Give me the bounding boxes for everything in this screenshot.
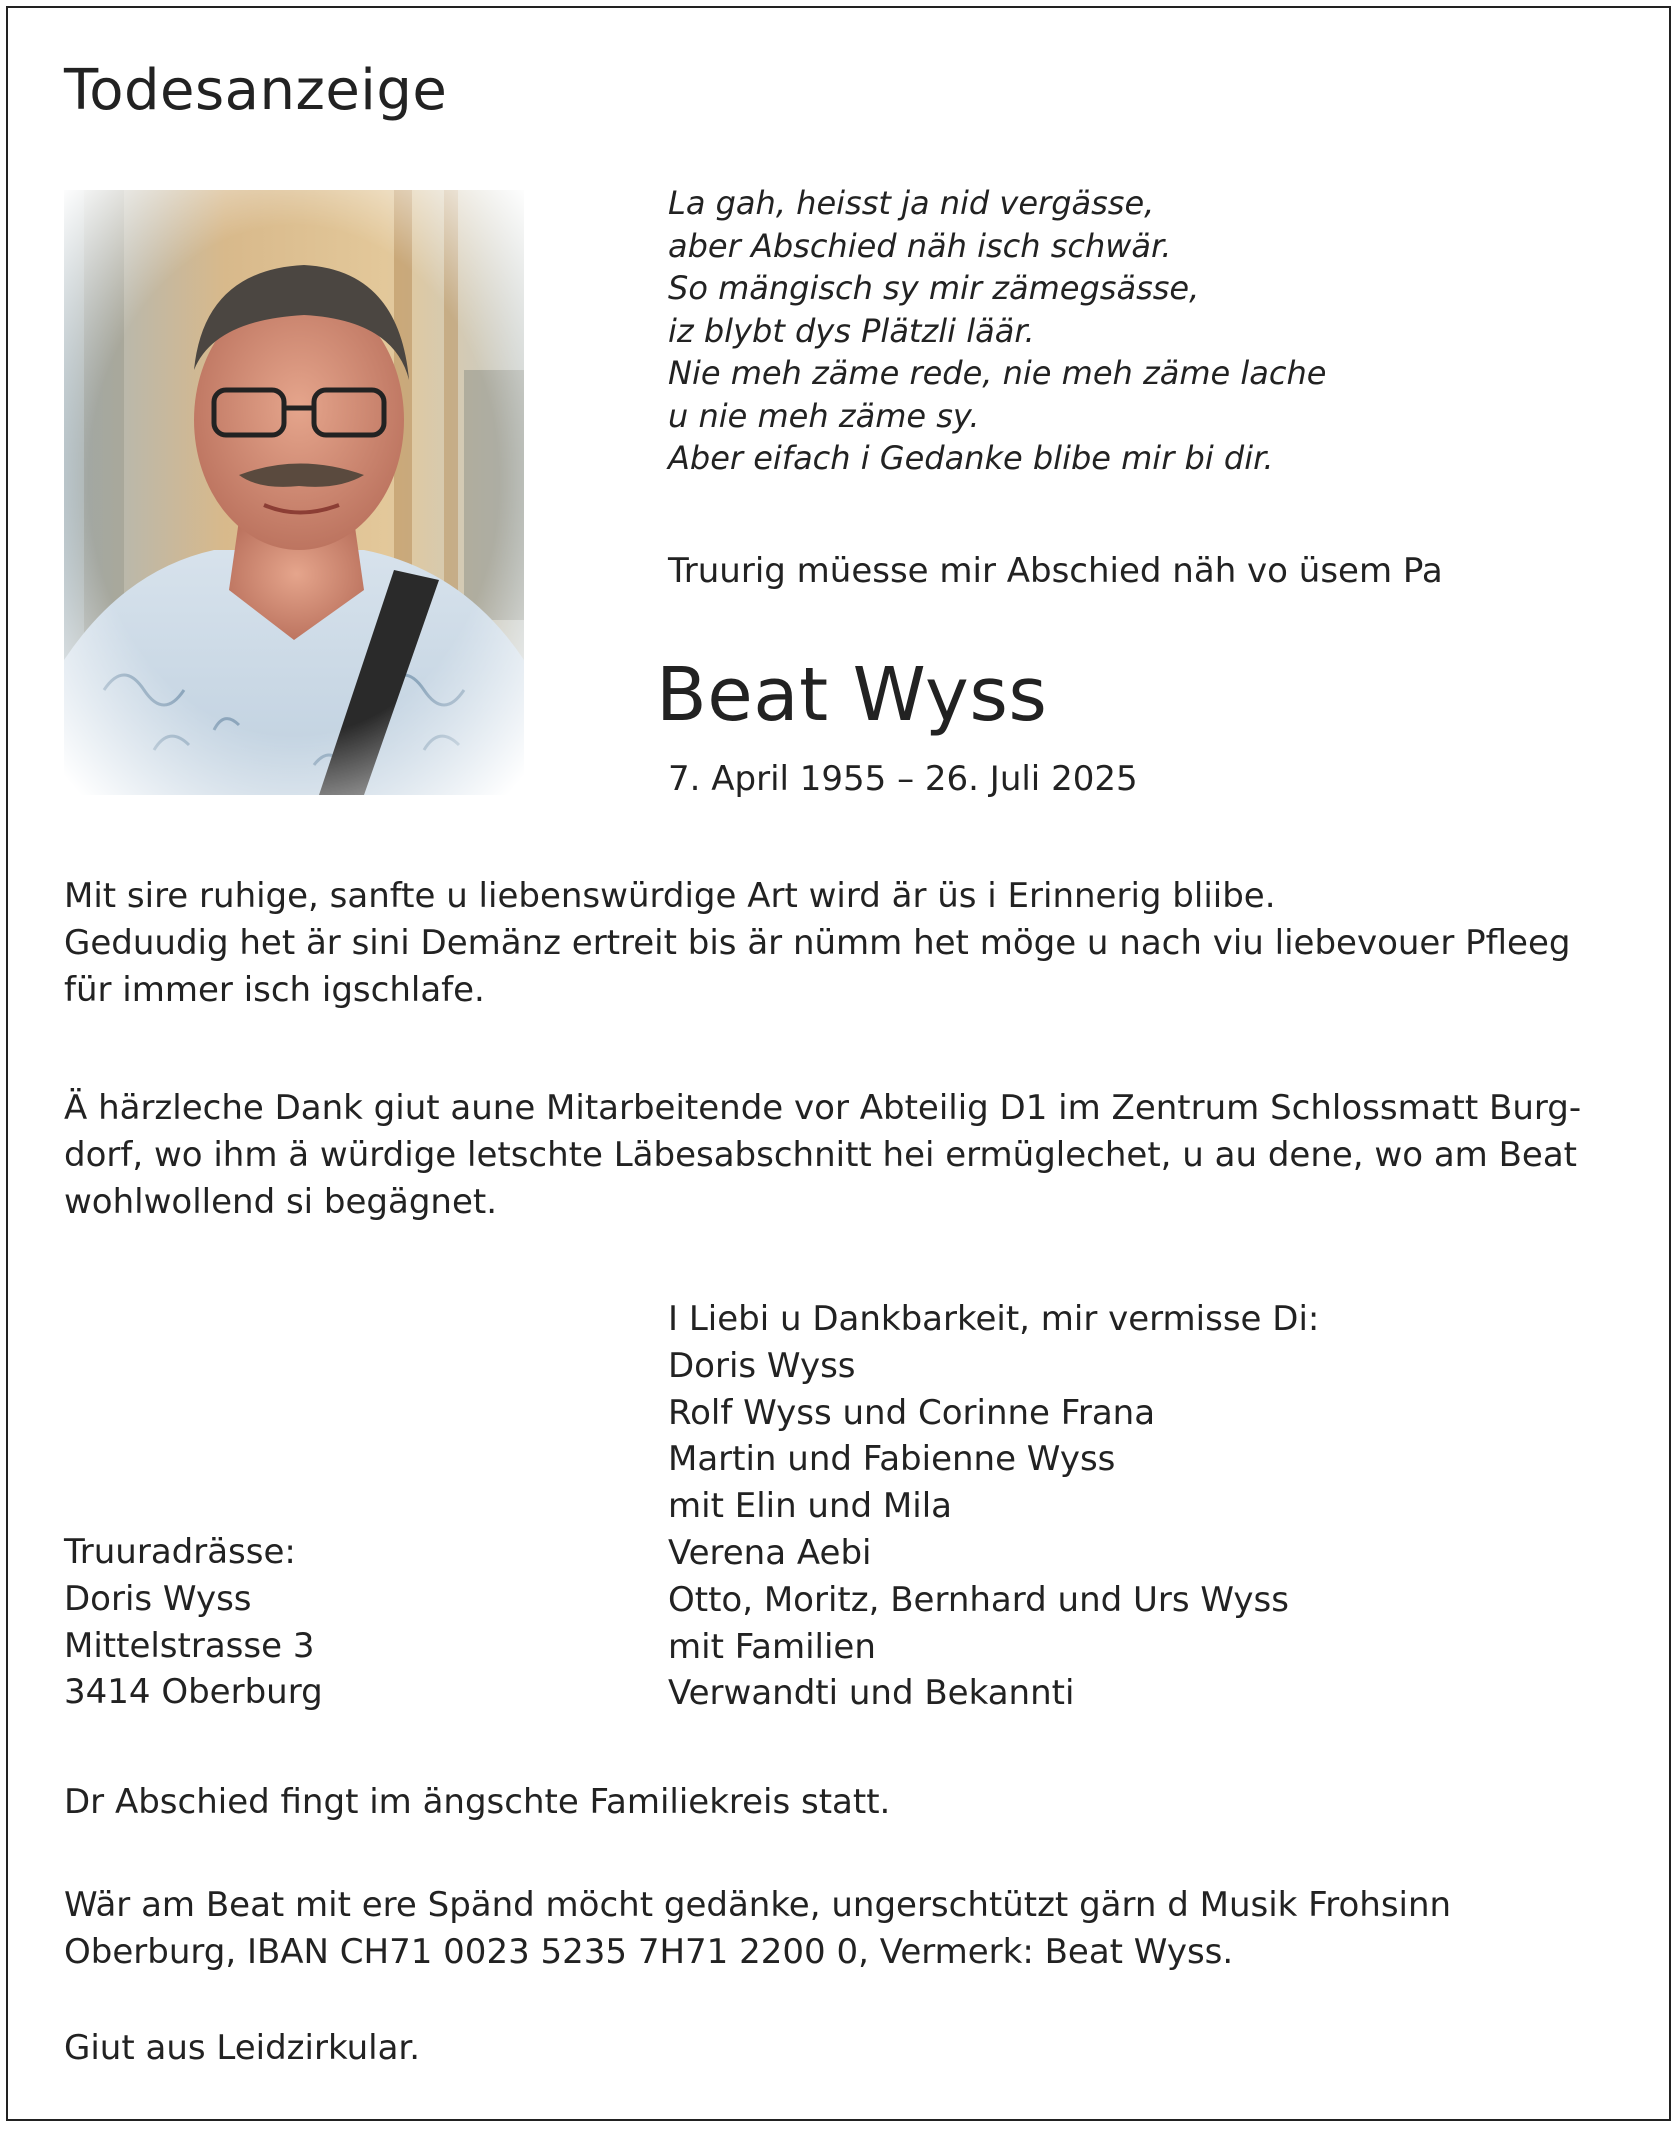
deceased-name: Beat Wyss [656, 652, 1048, 738]
mourner-entry: Rolf Wyss und Corinne Frana [668, 1392, 1156, 1433]
mourners-list [668, 1296, 1319, 1717]
mourner-entry: Verena Aebi [668, 1532, 872, 1573]
portrait-image [64, 190, 524, 795]
mourner-entry: Otto, Moritz, Bernhard und Urs Wyss [668, 1579, 1289, 1620]
poem-line: aber Abschied näh isch schwär. [668, 226, 1172, 265]
address-street: Mittelstrasse 3 [64, 1625, 315, 1666]
mourner-entry: mit Elin und Mila [668, 1486, 952, 1527]
farewell-line: Dr Abschied fingt im ängschte Familiekreis statt. [64, 1782, 891, 1822]
address-name: Doris Wyss [64, 1578, 252, 1619]
tribute-line: für immer isch igschlafe. [64, 970, 485, 1010]
donation-note [64, 1882, 1451, 1976]
thanks-line: wohlwollend si begägnet. [64, 1182, 498, 1222]
thanks-line: dorf, wo ihm ä würdige letschte Läbesabschnitt hei ermüglechet, u au dene, wo am Beat [64, 1135, 1577, 1175]
thanks-paragraph [64, 1085, 1581, 1226]
circular-note [64, 2025, 420, 2072]
donation-line: Oberburg, IBAN CH71 0023 5235 7H71 2200 0, Vermerk: Beat Wyss. [64, 1932, 1234, 1972]
mourner-entry: mit Familien [668, 1626, 876, 1667]
mourner-entry: Doris Wyss [668, 1345, 856, 1386]
life-dates: 7. April 1955 – 26. Juli 2025 [668, 759, 1138, 799]
mourning-intro: Truurig müesse mir Abschied näh vo üsem Pa [668, 551, 1443, 591]
tribute-line: Geduudig het är sini Demänz ertreit bis är nümm het möge u nach viu liebevouer Pfleeg [64, 923, 1571, 963]
poem [668, 182, 1326, 480]
portrait-photo [64, 190, 524, 795]
address-label: Truuradrässe: [64, 1532, 296, 1572]
farewell-note [64, 1779, 890, 1826]
tribute-line: Mit sire ruhige, sanfte u liebenswürdige Art wird är üs i Erinnerig bliibe. [64, 876, 1276, 916]
mourning-address [64, 1529, 323, 1716]
poem-line: Aber eifach i Gedanke blibe mir bi dir. [668, 439, 1274, 477]
tribute-paragraph [64, 873, 1570, 1014]
notice-title: Todesanzeige [64, 58, 448, 123]
mourners-heading: I Liebi u Dankbarkeit, mir vermisse Di: [668, 1299, 1320, 1339]
thanks-line: Ä härzleche Dank giut aune Mitarbeitende vor Abteilig D1 im Zentrum Schlossmatt Burg- [64, 1088, 1582, 1128]
poem-line: Nie meh zäme rede, nie meh zäme lache [668, 354, 1327, 392]
poem-line: So mängisch sy mir zämegsässe, [668, 269, 1200, 307]
circular-line: Giut aus Leidzirkular. [64, 2028, 421, 2068]
mourner-entry: Verwandti und Bekannti [668, 1673, 1075, 1714]
poem-line: La gah, heisst ja nid vergässe, [668, 184, 1155, 222]
mourner-entry: Martin und Fabienne Wyss [668, 1439, 1116, 1480]
poem-line: u nie meh zäme sy. [668, 396, 980, 435]
poem-line: iz blybt dys Plätzli läär. [668, 311, 1035, 350]
donation-line: Wär am Beat mit ere Spänd möcht gedänke, ungerschtützt gärn d Musik Frohsinn [64, 1885, 1452, 1925]
address-city: 3414 Oberburg [64, 1672, 323, 1713]
